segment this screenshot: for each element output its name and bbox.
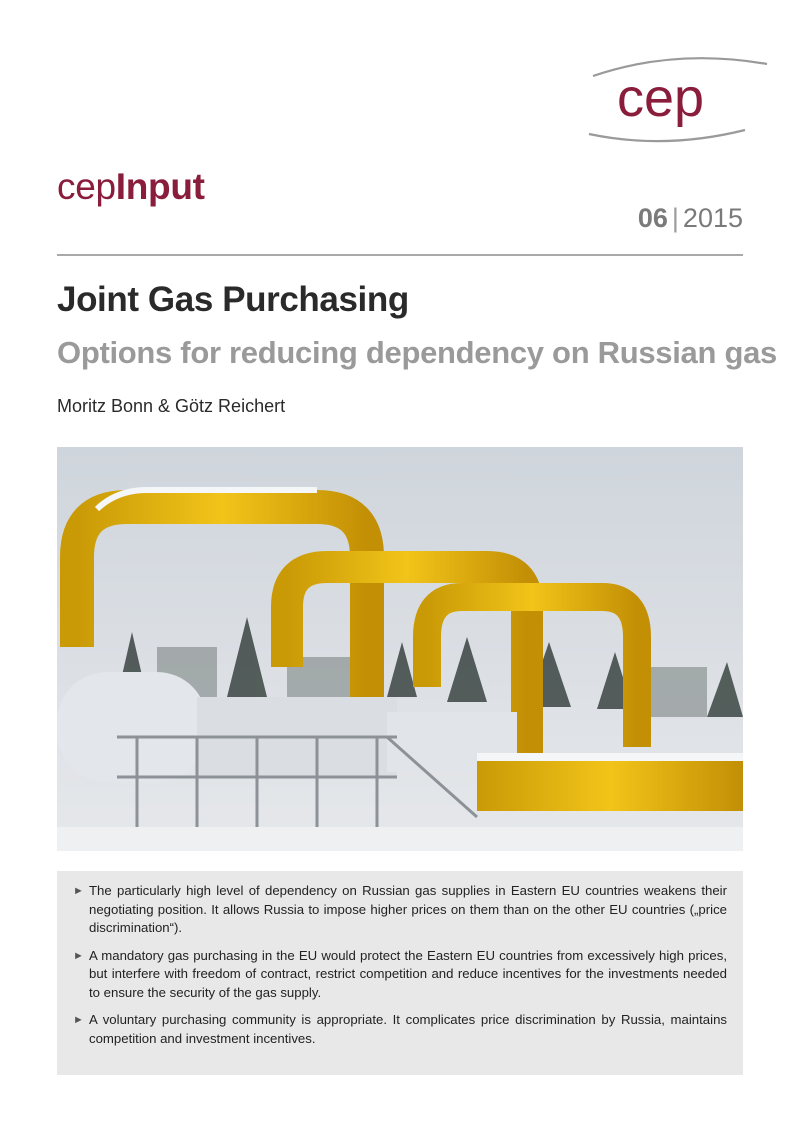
summary-item	[73, 947, 727, 1003]
header-divider	[57, 254, 743, 256]
cep-logo	[585, 50, 770, 150]
page-title: Joint Gas Purchasing	[57, 280, 409, 319]
summary-item	[73, 882, 727, 938]
issue-number: 06	[637, 203, 668, 233]
summary-text: The particularly high level of dependency on Russian gas supplies in Eastern EU countries weakens their negotiating position. It allows Russia to impose higher prices on them than on the other EU countries („price discrimination“).	[89, 883, 727, 935]
series-name	[57, 166, 205, 208]
triangle-right-icon: ►	[73, 885, 84, 897]
issue-year: 2015	[682, 203, 743, 233]
summary-text: A voluntary purchasing community is appropriate. It complicates price discrimination by Russia, maintains competition and investment incentives.	[89, 1012, 727, 1046]
issue-separator: |	[671, 203, 679, 233]
series-suffix: Input	[115, 166, 205, 207]
series-prefix: cep	[57, 166, 116, 207]
summary-item	[73, 1011, 727, 1048]
summary-box	[57, 871, 743, 1075]
issue-label	[638, 203, 743, 234]
page-subtitle: Options for reducing dependency on Russian gas	[57, 335, 777, 370]
logo-text: cep	[617, 68, 705, 128]
triangle-right-icon: ►	[73, 1014, 84, 1026]
triangle-right-icon: ►	[73, 949, 84, 962]
authors: Moritz Bonn & Götz Reichert	[57, 396, 286, 416]
summary-text: A mandatory gas purchasing in the EU would protect the Eastern EU countries from excessively high prices, but interfere with freedom of contract, restrict competition and reduce incentives for the investments needed to ensure the security of the gas supply.	[89, 947, 727, 1000]
cover-photo	[57, 447, 743, 851]
